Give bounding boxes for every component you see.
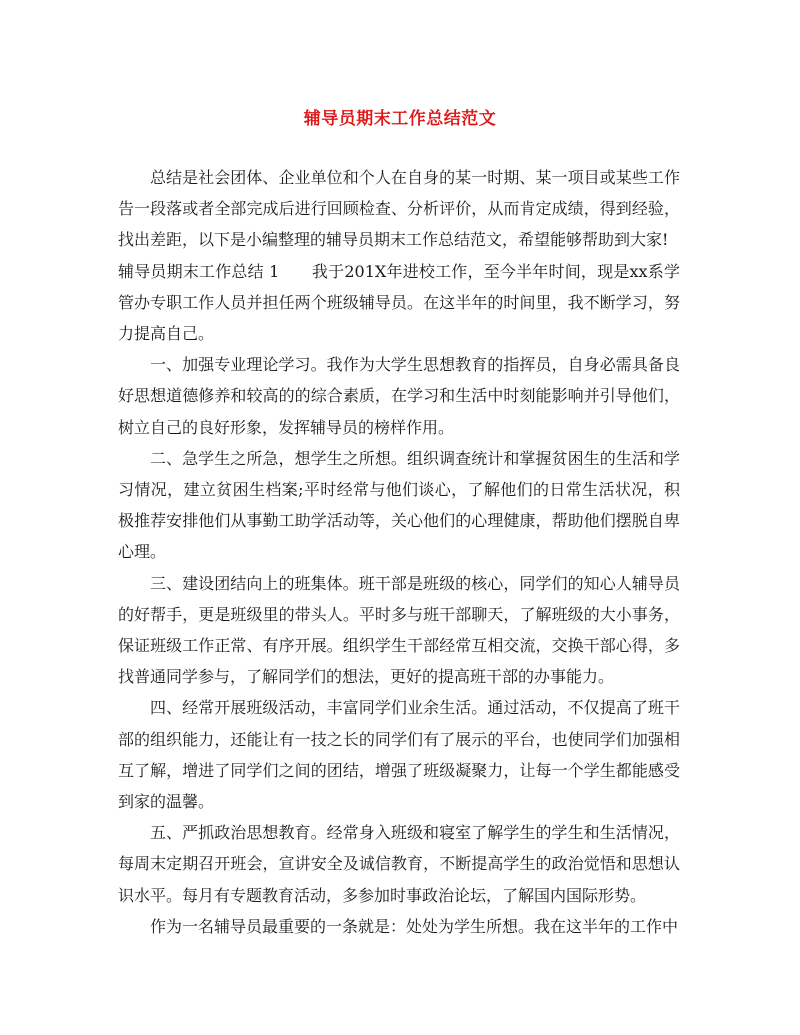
paragraph-section-2: 二、急学生之所急，想学生之所想。组织调查统计和掌握贫困生的生活和学习情况，建立贫困生档案;平时经常与他们谈心，了解他们的日常生活状况，积极推荐安排他们从事勤工助学活动等，关心他们的心理健康，帮助他们摆脱自卑心理。 (118, 448, 680, 562)
paragraph-summary-1: 辅导员期末工作总结 1 我于201X年进校工作，至今半年时间，现是xx系学管办专职工作人员并担任两个班级辅导员。在这半年的时间里，我不断学习，努力提高自己。 (118, 261, 680, 344)
paragraph-intro: 总结是社会团体、企业单位和个人在自身的某一时期、某一项目或某些工作告一段落或者全部完成后进行回顾检查、分析评价，从而肯定成绩，得到经验，找出差距，以下是小编整理的辅导员期末工作总结范文，希望能够帮助到大家! (118, 168, 680, 250)
paragraph-section-4: 四、经常开展班级活动，丰富同学们业余生活。通过活动，不仅提高了班干部的组织能力，还能让有一技之长的同学们有了展示的平台，也使同学们加强相互了解，增进了同学们之间的团结，增强了班级凝聚力，让每一个学生都能感受到家的温馨。 (118, 698, 680, 812)
paragraph-closing: 作为一名辅导员最重要的一条就是：处处为学生所想。我在这半年的工作中 (150, 916, 679, 936)
document-title: 辅导员期末工作总结范文 (303, 109, 497, 129)
paragraph-section-5: 五、严抓政治思想教育。经常身入班级和寝室了解学生的学生和生活情况，每周末定期召开班会，宣讲安全及诚信教育，不断提高学生的政治觉悟和思想认识水平。每月有专题教育活动，多参加时事政治论坛，了解国内国际形势。 (118, 823, 680, 905)
paragraph-section-1: 一、加强专业理论学习。我作为大学生思想教育的指挥员，自身必需具备良好思想道德修养和较高的的综合素质，在学习和生活中时刻能影响并引导他们，树立自己的良好形象，发挥辅导员的榜样作用。 (118, 355, 680, 437)
document-body (118, 162, 680, 942)
paragraph-section-3: 三、建设团结向上的班集体。班干部是班级的核心，同学们的知心人辅导员的好帮手，更是班级里的带头人。平时多与班干部聊天，了解班级的大小事务，保证班级工作正常、有序开展。组织学生干部经常互相交流，交换干部心得，多找普通同学参与，了解同学们的想法，更好的提高班干部的办事能力。 (118, 573, 680, 687)
